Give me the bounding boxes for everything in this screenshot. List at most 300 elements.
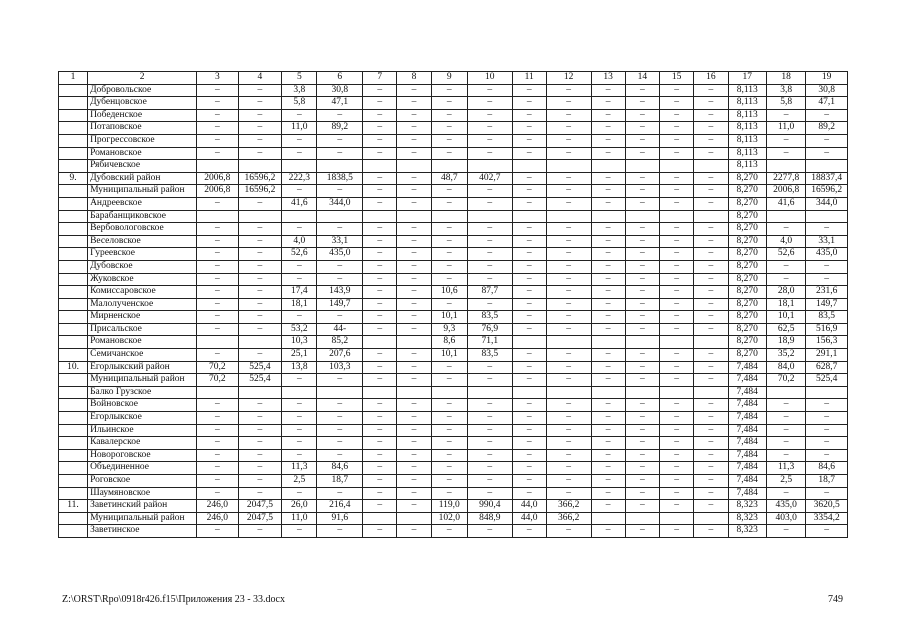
table-cell: – bbox=[397, 84, 431, 97]
table-row bbox=[59, 122, 848, 135]
table-cell: 13,8 bbox=[282, 361, 317, 374]
table-cell: – bbox=[546, 172, 591, 185]
table-cell: – bbox=[197, 260, 239, 273]
table-cell bbox=[625, 210, 659, 223]
column-header: 10 bbox=[467, 72, 512, 85]
table-cell: – bbox=[546, 273, 591, 286]
table-cell: – bbox=[694, 462, 728, 475]
table-cell: – bbox=[238, 525, 282, 538]
table-cell: – bbox=[197, 323, 239, 336]
table-cell: 222,3 bbox=[282, 172, 317, 185]
table-cell: 2047,5 bbox=[238, 512, 282, 525]
table-cell: – bbox=[397, 374, 431, 387]
table-cell: – bbox=[238, 412, 282, 425]
table-cell: 35,2 bbox=[766, 349, 805, 362]
table-cell: – bbox=[591, 462, 625, 475]
table-cell: – bbox=[591, 449, 625, 462]
table-cell: – bbox=[766, 109, 805, 122]
table-cell: – bbox=[397, 500, 431, 513]
column-header: 5 bbox=[282, 72, 317, 85]
table-cell: – bbox=[660, 223, 694, 236]
table-cell: – bbox=[197, 475, 239, 488]
table-cell bbox=[431, 210, 467, 223]
table-cell bbox=[766, 210, 805, 223]
table-cell: 8,113 bbox=[728, 84, 766, 97]
table-cell: – bbox=[694, 500, 728, 513]
table-cell: 156,3 bbox=[806, 336, 848, 349]
table-cell: – bbox=[806, 260, 848, 273]
table-cell: – bbox=[238, 273, 282, 286]
table-cell: – bbox=[238, 286, 282, 299]
table-cell: – bbox=[197, 134, 239, 147]
table-cell: – bbox=[363, 449, 397, 462]
row-number bbox=[59, 437, 88, 450]
table-cell: 41,6 bbox=[282, 197, 317, 210]
table-cell: – bbox=[282, 147, 317, 160]
column-header: 1 bbox=[59, 72, 88, 85]
table-cell: – bbox=[467, 475, 512, 488]
table-cell: – bbox=[363, 323, 397, 336]
table-cell: 18,9 bbox=[766, 336, 805, 349]
table-cell: – bbox=[766, 147, 805, 160]
table-cell: – bbox=[512, 172, 546, 185]
table-cell: – bbox=[694, 273, 728, 286]
table-cell: – bbox=[512, 109, 546, 122]
table-cell: – bbox=[625, 97, 659, 110]
table-cell: – bbox=[625, 525, 659, 538]
table-cell: 2,5 bbox=[282, 475, 317, 488]
table-cell: – bbox=[467, 487, 512, 500]
table-cell: – bbox=[363, 197, 397, 210]
table-cell: – bbox=[694, 475, 728, 488]
table-cell: 52,6 bbox=[282, 248, 317, 261]
table-row bbox=[59, 286, 848, 299]
table-cell: – bbox=[512, 84, 546, 97]
table-cell: – bbox=[512, 197, 546, 210]
table-cell bbox=[363, 512, 397, 525]
table-cell: 291,1 bbox=[806, 349, 848, 362]
table-cell: 8,113 bbox=[728, 134, 766, 147]
table-cell: – bbox=[363, 412, 397, 425]
table-cell: – bbox=[238, 437, 282, 450]
table-cell: – bbox=[363, 286, 397, 299]
table-cell: – bbox=[546, 147, 591, 160]
table-cell: – bbox=[363, 374, 397, 387]
table-cell: – bbox=[317, 223, 363, 236]
column-header: 4 bbox=[238, 72, 282, 85]
table-cell: – bbox=[591, 412, 625, 425]
table-cell: – bbox=[238, 462, 282, 475]
table-cell bbox=[467, 386, 512, 399]
table-cell: 8,270 bbox=[728, 323, 766, 336]
table-cell bbox=[591, 160, 625, 173]
table-cell: – bbox=[660, 197, 694, 210]
table-row bbox=[59, 235, 848, 248]
table-cell: 84,6 bbox=[806, 462, 848, 475]
table-row bbox=[59, 172, 848, 185]
table-cell: – bbox=[694, 97, 728, 110]
table-cell: – bbox=[660, 97, 694, 110]
table-cell: – bbox=[431, 122, 467, 135]
table-cell: 10,1 bbox=[431, 349, 467, 362]
table-cell: – bbox=[625, 286, 659, 299]
table-cell: – bbox=[467, 97, 512, 110]
table-cell: – bbox=[317, 525, 363, 538]
table-cell: 7,484 bbox=[728, 374, 766, 387]
table-cell: 89,2 bbox=[806, 122, 848, 135]
row-number bbox=[59, 286, 88, 299]
table-cell: – bbox=[694, 349, 728, 362]
table-cell: – bbox=[397, 487, 431, 500]
table-cell: – bbox=[317, 134, 363, 147]
table-cell: – bbox=[431, 97, 467, 110]
table-cell: – bbox=[766, 424, 805, 437]
table-cell: – bbox=[625, 374, 659, 387]
table-cell: – bbox=[238, 298, 282, 311]
table-row bbox=[59, 412, 848, 425]
table-row bbox=[59, 525, 848, 538]
table-cell: 70,2 bbox=[197, 361, 239, 374]
table-cell: 8,270 bbox=[728, 349, 766, 362]
table-cell bbox=[431, 386, 467, 399]
table-cell: 25,1 bbox=[282, 349, 317, 362]
table-cell: 17,4 bbox=[282, 286, 317, 299]
table-cell: – bbox=[591, 500, 625, 513]
table-cell: – bbox=[660, 449, 694, 462]
table-cell: – bbox=[431, 84, 467, 97]
table-cell: – bbox=[238, 449, 282, 462]
table-cell: – bbox=[660, 475, 694, 488]
table-cell: 18837,4 bbox=[806, 172, 848, 185]
table-row bbox=[59, 336, 848, 349]
row-number bbox=[59, 311, 88, 324]
table-row bbox=[59, 311, 848, 324]
table-cell: – bbox=[694, 374, 728, 387]
table-cell bbox=[363, 336, 397, 349]
table-cell: – bbox=[197, 437, 239, 450]
table-cell: – bbox=[197, 248, 239, 261]
table-cell: – bbox=[766, 412, 805, 425]
table-row bbox=[59, 197, 848, 210]
table-cell bbox=[397, 512, 431, 525]
table-cell: – bbox=[546, 323, 591, 336]
row-number bbox=[59, 122, 88, 135]
table-cell: – bbox=[467, 374, 512, 387]
table-cell: – bbox=[317, 260, 363, 273]
table-cell bbox=[660, 160, 694, 173]
table-cell: 8,113 bbox=[728, 97, 766, 110]
table-row bbox=[59, 487, 848, 500]
table-cell: 33,1 bbox=[806, 235, 848, 248]
row-number bbox=[59, 273, 88, 286]
table-row bbox=[59, 323, 848, 336]
table-cell: – bbox=[694, 260, 728, 273]
table-cell: – bbox=[431, 412, 467, 425]
table-cell: – bbox=[238, 323, 282, 336]
table-cell: – bbox=[431, 475, 467, 488]
table-cell: 7,484 bbox=[728, 437, 766, 450]
table-cell: – bbox=[197, 273, 239, 286]
table-cell: – bbox=[467, 424, 512, 437]
table-cell: 8,6 bbox=[431, 336, 467, 349]
table-cell: – bbox=[512, 122, 546, 135]
table-cell: 87,7 bbox=[467, 286, 512, 299]
table-cell: 70,2 bbox=[766, 374, 805, 387]
table-row bbox=[59, 349, 848, 362]
table-cell: – bbox=[197, 412, 239, 425]
table-cell: 16596,2 bbox=[806, 185, 848, 198]
table-cell: – bbox=[625, 311, 659, 324]
table-cell: – bbox=[546, 437, 591, 450]
table-cell: 18,7 bbox=[806, 475, 848, 488]
district-name: Романовское bbox=[88, 336, 197, 349]
table-cell: – bbox=[238, 84, 282, 97]
table-cell: – bbox=[694, 109, 728, 122]
table-cell bbox=[546, 210, 591, 223]
row-number bbox=[59, 147, 88, 160]
table-cell: – bbox=[282, 399, 317, 412]
table-cell: – bbox=[397, 248, 431, 261]
table-cell: 403,0 bbox=[766, 512, 805, 525]
table-cell: – bbox=[591, 424, 625, 437]
table-cell: 48,7 bbox=[431, 172, 467, 185]
column-header: 15 bbox=[660, 72, 694, 85]
table-cell: – bbox=[512, 311, 546, 324]
table-cell: 366,2 bbox=[546, 512, 591, 525]
table-cell: – bbox=[694, 248, 728, 261]
table-cell: – bbox=[591, 399, 625, 412]
row-number bbox=[59, 323, 88, 336]
row-number bbox=[59, 197, 88, 210]
table-cell: – bbox=[591, 260, 625, 273]
table-cell: – bbox=[694, 298, 728, 311]
table-cell: – bbox=[467, 134, 512, 147]
table-cell: 18,1 bbox=[282, 298, 317, 311]
table-cell: – bbox=[282, 185, 317, 198]
table-cell: 435,0 bbox=[766, 500, 805, 513]
table-cell: – bbox=[431, 197, 467, 210]
table-cell: 7,484 bbox=[728, 399, 766, 412]
table-cell: 7,484 bbox=[728, 487, 766, 500]
table-cell: – bbox=[546, 475, 591, 488]
data-table bbox=[58, 71, 848, 538]
table-cell bbox=[766, 386, 805, 399]
table-cell: – bbox=[317, 399, 363, 412]
table-cell: 231,6 bbox=[806, 286, 848, 299]
table-cell: – bbox=[625, 349, 659, 362]
table-cell: – bbox=[625, 185, 659, 198]
table-cell: – bbox=[806, 223, 848, 236]
table-cell bbox=[397, 160, 431, 173]
table-cell bbox=[512, 336, 546, 349]
table-cell: 525,4 bbox=[238, 361, 282, 374]
table-cell: – bbox=[694, 185, 728, 198]
table-cell: 7,484 bbox=[728, 361, 766, 374]
table-cell: – bbox=[363, 361, 397, 374]
table-cell: – bbox=[197, 449, 239, 462]
district-name: Муниципальный район bbox=[88, 374, 197, 387]
table-cell: – bbox=[806, 109, 848, 122]
table-cell: 2047,5 bbox=[238, 500, 282, 513]
table-cell: – bbox=[625, 109, 659, 122]
table-cell: 10,1 bbox=[431, 311, 467, 324]
table-cell bbox=[694, 386, 728, 399]
district-name: Вербовологовское bbox=[88, 223, 197, 236]
table-cell: – bbox=[467, 197, 512, 210]
table-cell: – bbox=[546, 223, 591, 236]
table-cell: 44,0 bbox=[512, 500, 546, 513]
table-cell: – bbox=[625, 399, 659, 412]
table-cell: 103,3 bbox=[317, 361, 363, 374]
table-cell: – bbox=[197, 197, 239, 210]
table-cell: – bbox=[363, 298, 397, 311]
table-cell: – bbox=[546, 109, 591, 122]
row-number bbox=[59, 399, 88, 412]
table-cell: – bbox=[397, 273, 431, 286]
table-row bbox=[59, 399, 848, 412]
table-cell: 18,1 bbox=[766, 298, 805, 311]
table-cell bbox=[625, 336, 659, 349]
table-cell: 525,4 bbox=[238, 374, 282, 387]
table-cell: – bbox=[397, 449, 431, 462]
table-cell bbox=[197, 160, 239, 173]
table-cell: – bbox=[397, 349, 431, 362]
table-cell bbox=[238, 336, 282, 349]
table-cell: 84,0 bbox=[766, 361, 805, 374]
table-cell: – bbox=[467, 260, 512, 273]
table-cell: – bbox=[591, 273, 625, 286]
table-cell: 2006,8 bbox=[197, 172, 239, 185]
table-cell: – bbox=[238, 311, 282, 324]
table-cell: – bbox=[512, 361, 546, 374]
row-number bbox=[59, 109, 88, 122]
table-cell: – bbox=[694, 122, 728, 135]
table-cell: – bbox=[766, 525, 805, 538]
table-cell: – bbox=[282, 437, 317, 450]
table-cell: – bbox=[467, 361, 512, 374]
table-cell: 71,1 bbox=[467, 336, 512, 349]
table-cell: 28,0 bbox=[766, 286, 805, 299]
table-cell: – bbox=[546, 298, 591, 311]
table-cell: 3620,5 bbox=[806, 500, 848, 513]
row-number bbox=[59, 97, 88, 110]
table-cell: – bbox=[591, 122, 625, 135]
table-cell: – bbox=[238, 475, 282, 488]
table-cell: 8,323 bbox=[728, 512, 766, 525]
table-cell: 10,6 bbox=[431, 286, 467, 299]
table-cell: – bbox=[512, 273, 546, 286]
district-name: Веселовское bbox=[88, 235, 197, 248]
row-number bbox=[59, 449, 88, 462]
table-cell bbox=[546, 336, 591, 349]
table-cell: – bbox=[694, 424, 728, 437]
table-cell: 8,270 bbox=[728, 273, 766, 286]
table-cell: – bbox=[591, 109, 625, 122]
table-cell: – bbox=[591, 298, 625, 311]
table-cell: – bbox=[625, 487, 659, 500]
table-cell: – bbox=[363, 97, 397, 110]
table-cell: 8,113 bbox=[728, 160, 766, 173]
table-cell: – bbox=[238, 487, 282, 500]
table-cell: 30,8 bbox=[317, 84, 363, 97]
table-cell bbox=[397, 210, 431, 223]
table-cell: – bbox=[546, 449, 591, 462]
table-cell: – bbox=[431, 134, 467, 147]
table-cell: 7,484 bbox=[728, 412, 766, 425]
table-row bbox=[59, 210, 848, 223]
table-cell bbox=[766, 160, 805, 173]
table-cell: 7,484 bbox=[728, 462, 766, 475]
table-cell: – bbox=[766, 399, 805, 412]
table-cell bbox=[806, 210, 848, 223]
table-cell: – bbox=[660, 323, 694, 336]
table-cell: 76,9 bbox=[467, 323, 512, 336]
table-cell: – bbox=[694, 147, 728, 160]
table-cell: 8,113 bbox=[728, 109, 766, 122]
table-cell: – bbox=[238, 349, 282, 362]
table-cell: 4,0 bbox=[282, 235, 317, 248]
table-cell: – bbox=[546, 235, 591, 248]
table-cell: – bbox=[625, 462, 659, 475]
table-cell: 2277,8 bbox=[766, 172, 805, 185]
table-cell: – bbox=[282, 525, 317, 538]
table-row bbox=[59, 84, 848, 97]
table-cell: 7,484 bbox=[728, 386, 766, 399]
table-cell: – bbox=[766, 134, 805, 147]
table-cell bbox=[625, 160, 659, 173]
table-cell: – bbox=[660, 424, 694, 437]
table-cell: – bbox=[431, 147, 467, 160]
table-cell: – bbox=[806, 134, 848, 147]
table-cell: – bbox=[317, 147, 363, 160]
table-cell: – bbox=[660, 500, 694, 513]
table-cell: 3354,2 bbox=[806, 512, 848, 525]
table-cell: – bbox=[282, 412, 317, 425]
table-cell: – bbox=[591, 349, 625, 362]
table-cell: – bbox=[431, 487, 467, 500]
table-cell: 2006,8 bbox=[197, 185, 239, 198]
district-name: Прогрессовское bbox=[88, 134, 197, 147]
table-cell: – bbox=[397, 462, 431, 475]
table-cell: 525,4 bbox=[806, 374, 848, 387]
table-cell: – bbox=[282, 449, 317, 462]
table-cell: – bbox=[694, 437, 728, 450]
table-cell bbox=[363, 210, 397, 223]
table-cell: – bbox=[467, 248, 512, 261]
row-number bbox=[59, 374, 88, 387]
table-cell: – bbox=[397, 298, 431, 311]
table-cell bbox=[397, 336, 431, 349]
table-row bbox=[59, 449, 848, 462]
table-cell: – bbox=[625, 84, 659, 97]
table-cell: – bbox=[660, 172, 694, 185]
table-cell: 83,5 bbox=[467, 349, 512, 362]
row-number bbox=[59, 160, 88, 173]
table-cell: 11,0 bbox=[282, 512, 317, 525]
district-name: Романовское bbox=[88, 147, 197, 160]
table-row bbox=[59, 260, 848, 273]
table-cell: 628,7 bbox=[806, 361, 848, 374]
table-cell: – bbox=[625, 449, 659, 462]
table-cell: 8,270 bbox=[728, 172, 766, 185]
page-number: 749 bbox=[828, 594, 843, 605]
district-name: Жуковское bbox=[88, 273, 197, 286]
column-header: 18 bbox=[766, 72, 805, 85]
row-number bbox=[59, 512, 88, 525]
table-cell: – bbox=[431, 273, 467, 286]
table-row bbox=[59, 462, 848, 475]
table-cell: – bbox=[431, 399, 467, 412]
